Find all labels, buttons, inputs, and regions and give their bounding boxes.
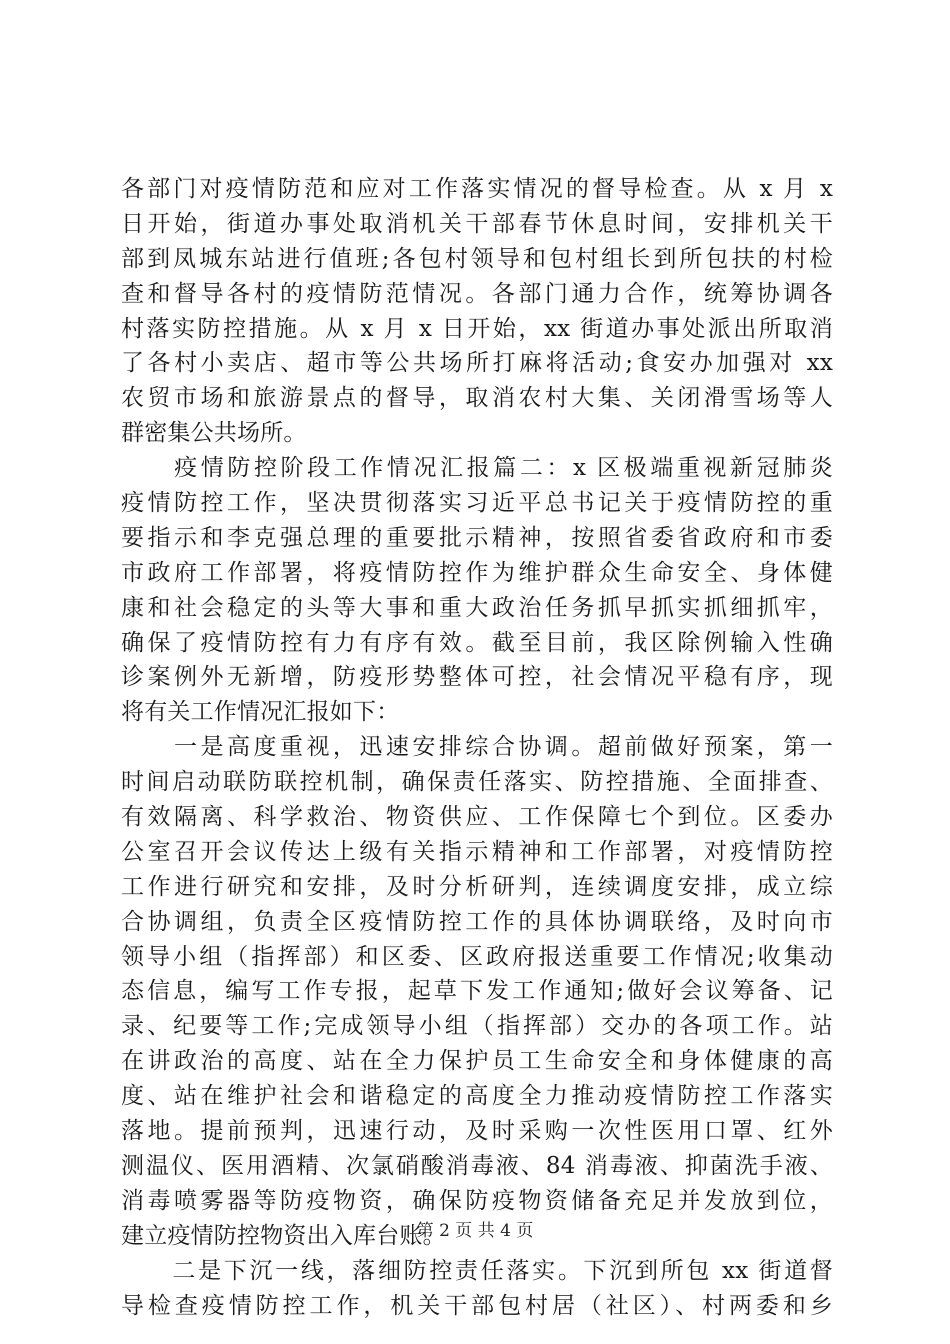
text-line: 日开始，街道办事处取消机关干部春节休息时间，安排机关干 [121, 210, 833, 237]
document-body [121, 172, 833, 1323]
text-line: 测温仪、医用酒精、次氯硝酸消毒液、84 消毒液、抑菌洗手液、 [121, 1152, 833, 1179]
text-line: 工作进行研究和安排，及时分析研判，连续调度安排，成立综 [121, 873, 833, 900]
text-line: 群密集公共场所。 [121, 420, 307, 447]
text-line: 合协调组，负责全区疫情防控工作的具体协调联络，及时向市 [121, 908, 833, 935]
text-line: 态信息，编写工作专报，起草下发工作通知;做好会议筹备、记 [121, 978, 833, 1005]
text-line: 消毒喷雾器等防疫物资，确保防疫物资储备充足并发放到位， [121, 1187, 833, 1214]
text-line: 在讲政治的高度、站在全力保护员工生命安全和身体健康的高 [121, 1048, 833, 1075]
text-line: 查和督导各村的疫情防范情况。各部门通力合作，统筹协调各 [121, 280, 833, 307]
text-line: 部到凤城东站进行值班;各包村领导和包村组长到所包扶的村检 [121, 245, 833, 272]
text-line: 将有关工作情况汇报如下： [121, 699, 400, 726]
text-line: 建立疫情防控物资出入库台账。 [121, 1222, 446, 1249]
text-line: 各部门对疫情防范和应对工作落实情况的督导检查。从 x 月 x [121, 176, 833, 202]
text-line: 落地。提前预判，迅速行动，及时采购一次性医用口罩、红外 [121, 1118, 833, 1145]
text-line: 导检查疫情防控工作，机关干部包村居（社区）、村两委和乡 [121, 1292, 833, 1319]
text-line: 一是高度重视，迅速安排综合协调。超前做好预案，第一 [121, 734, 833, 761]
text-line: 有效隔离、科学救治、物资供应、工作保障七个到位。区委办 [121, 804, 833, 831]
text-line: 农贸市场和旅游景点的督导，取消农村大集、关闭滑雪场等人 [121, 385, 833, 412]
text-line: 市政府工作部署，将疫情防控作为维护群众生命安全、身体健 [121, 559, 833, 586]
text-line: 度、站在维护社会和谐稳定的高度全力推动疫情防控工作落实 [121, 1083, 833, 1110]
text-line: 村落实防控措施。从 x 月 x 日开始，xx 街道办事处派出所取消 [121, 315, 833, 342]
text-line: 领导小组（指挥部）和区委、区政府报送重要工作情况;收集动 [121, 943, 833, 970]
text-line: 时间启动联防联控机制，确保责任落实、防控措施、全面排查、 [121, 769, 833, 796]
page-footer: 第 2 页 共 4 页 [416, 1221, 534, 1241]
text-line: 康和社会稳定的头等大事和重大政治任务抓早抓实抓细抓牢， [121, 594, 833, 621]
text-line: 要指示和李克强总理的重要批示精神，按照省委省政府和市委 [121, 524, 833, 551]
text-line: 公室召开会议传达上级有关指示精神和工作部署，对疫情防控 [121, 838, 833, 865]
text-line: 了各村小卖店、超市等公共场所打麻将活动;食安办加强对 xx [121, 350, 833, 377]
text-line: 诊案例外无新增，防疫形势整体可控，社会情况平稳有序，现 [121, 664, 833, 691]
text-line: 疫情防控工作，坚决贯彻落实习近平总书记关于疫情防控的重 [121, 490, 833, 517]
text-line: 确保了疫情防控有力有序有效。截至目前，我区除例输入性确 [121, 629, 833, 656]
text-line: 疫情防控阶段工作情况汇报篇二：x 区极端重视新冠肺炎 [121, 455, 833, 482]
text-line: 录、纪要等工作;完成领导小组（指挥部）交办的各项工作。站 [121, 1013, 833, 1040]
text-line: 二是下沉一线，落细防控责任落实。下沉到所包 xx 街道督 [121, 1257, 833, 1284]
